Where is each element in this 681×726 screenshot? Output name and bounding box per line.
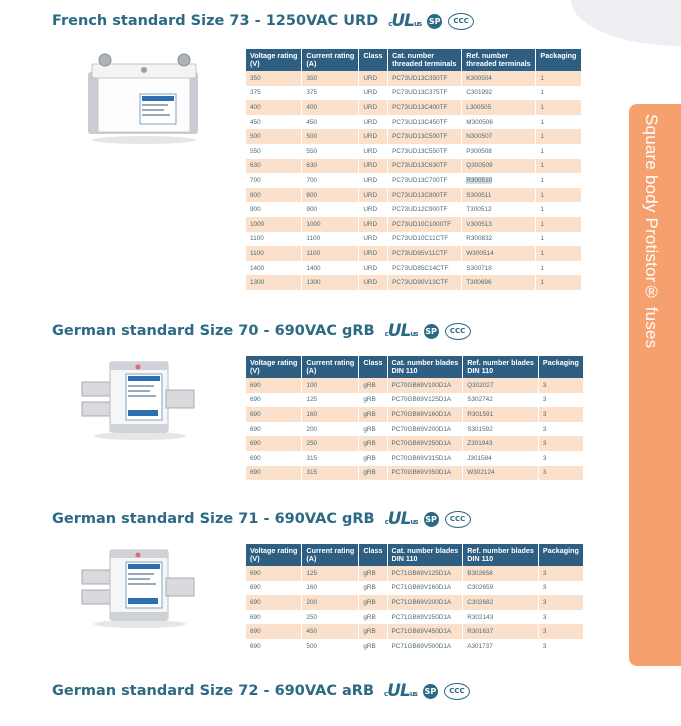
table-cell: gRB [359, 566, 387, 581]
table-cell: R300510 [462, 173, 536, 188]
table-cell: PC70GB69V315D1A [387, 451, 463, 466]
table-cell: K300504 [462, 71, 536, 86]
table-row [246, 407, 583, 422]
table-cell: gRB [359, 624, 387, 639]
table-cell: 315 [302, 466, 359, 481]
table-cell: URD [359, 129, 388, 144]
table-cell: PC73UD13C400TF [388, 100, 462, 115]
table-row [246, 188, 582, 203]
section-title-text: French standard Size 73 - 1250VAC URD [52, 13, 379, 29]
table-row [246, 451, 583, 466]
table-cell: URD [359, 86, 388, 101]
ccc-icon: CCC [445, 511, 471, 528]
table-cell: 3 [538, 422, 583, 437]
table-cell: PC73UD90V13CTF [388, 275, 462, 290]
cert-marks [385, 321, 471, 341]
table-cell: 3 [538, 639, 583, 654]
table-cell: T300512 [462, 202, 536, 217]
table-cell: 1100 [302, 232, 359, 247]
table-cell: 315 [302, 451, 359, 466]
table-cell: 250 [302, 610, 359, 625]
table-cell: C302659 [463, 581, 539, 596]
column-header: Cat. number blades DIN 110 [387, 544, 463, 566]
table-cell: 450 [246, 115, 302, 130]
table-cell: PC73UD13C350TF [388, 71, 462, 86]
table-cell: PC73UD10C11CTF [388, 232, 462, 247]
section-title-text: German standard Size 71 - 690VAC gRB [52, 511, 375, 527]
table-cell: URD [359, 71, 388, 86]
table-cell: 1 [536, 129, 582, 144]
table-cell: 690 [246, 378, 302, 393]
ul-listed-icon: cULus [384, 321, 418, 341]
table-row [246, 275, 582, 290]
table-cell: 1400 [302, 261, 359, 276]
table-row [246, 71, 582, 86]
table-cell: 350 [246, 71, 302, 86]
column-header: Ref. number threaded terminals [462, 49, 536, 71]
csa-icon: SP [424, 512, 439, 527]
table-cell: PC73UD13C450TF [388, 115, 462, 130]
table-cell: P300508 [462, 144, 536, 159]
table-cell: 500 [246, 129, 302, 144]
table-cell: 500 [302, 129, 359, 144]
csa-icon: SP [424, 324, 439, 339]
table-cell: L300505 [462, 100, 536, 115]
table-cell: S300718 [462, 261, 536, 276]
side-tab-label: Square body Protistor® fuses [642, 114, 661, 349]
table-cell: 1 [536, 71, 582, 86]
column-header: Ref. number blades DIN 110 [463, 356, 539, 378]
table-cell: B302658 [463, 566, 539, 581]
table-cell: 800 [246, 188, 302, 203]
table-cell: 1 [536, 144, 582, 159]
ccc-icon: CCC [444, 683, 470, 700]
column-header: Cat. number blades DIN 110 [387, 356, 463, 378]
spec-table-size73 [246, 49, 582, 290]
table-cell: gRB [359, 610, 387, 625]
table-cell: 160 [302, 407, 359, 422]
table-row [246, 422, 583, 437]
table-cell: S302742 [463, 393, 539, 408]
side-tab [629, 104, 681, 666]
table-cell: 1000 [246, 217, 302, 232]
table-cell: 450 [302, 624, 359, 639]
table-cell: PC73UD85C14CTF [388, 261, 462, 276]
table-cell: C302682 [463, 595, 539, 610]
table-cell: 1 [536, 202, 582, 217]
section-title-size71 [52, 509, 471, 529]
table-cell: gRB [359, 407, 387, 422]
table-cell: 1 [536, 217, 582, 232]
table-header-row [246, 49, 582, 71]
table-cell: 1 [536, 232, 582, 247]
table-cell: 700 [302, 173, 359, 188]
table-cell: 690 [246, 466, 302, 481]
table-cell: PC71GB69V125D1A [387, 566, 463, 581]
table-cell: R301637 [463, 624, 539, 639]
table-cell: 1 [536, 159, 582, 174]
table-cell: 1 [536, 261, 582, 276]
table-cell: PC71GB69V200D1A [387, 595, 463, 610]
column-header: Class [359, 49, 388, 71]
section-title-text: German standard Size 70 - 690VAC gRB [52, 323, 375, 339]
table-cell: 550 [246, 144, 302, 159]
table-cell: 700 [246, 173, 302, 188]
table-cell: 3 [538, 581, 583, 596]
table-cell: 500 [302, 639, 359, 654]
table-cell: 1400 [246, 261, 302, 276]
table-cell: 1300 [246, 275, 302, 290]
table-cell: URD [359, 188, 388, 203]
table-cell: 900 [246, 202, 302, 217]
table-cell: gRB [359, 595, 387, 610]
fuse-size73-image [80, 50, 208, 146]
table-row [246, 378, 583, 393]
table-cell: 1 [536, 188, 582, 203]
table-cell: PC73UD13C800TF [388, 188, 462, 203]
table-cell: 690 [246, 610, 302, 625]
column-header: Class [359, 356, 387, 378]
ccc-icon: CCC [445, 323, 471, 340]
table-row [246, 144, 582, 159]
table-cell: PC70GB69V100D1A [387, 378, 463, 393]
table-cell: PC73UD13C700TF [388, 173, 462, 188]
table-cell: gRB [359, 581, 387, 596]
table-cell: W302124 [463, 466, 539, 481]
table-cell: URD [359, 173, 388, 188]
table-cell: 3 [538, 610, 583, 625]
table-cell: PC71GB69V250D1A [387, 610, 463, 625]
table-row [246, 624, 583, 639]
spec-table-size71 [246, 544, 584, 654]
column-header: Packaging [538, 356, 583, 378]
table-cell: 375 [246, 86, 302, 101]
table-row [246, 566, 583, 581]
table-cell: R301591 [463, 407, 539, 422]
table-cell: 200 [302, 595, 359, 610]
table-row [246, 581, 583, 596]
table-cell: gRB [359, 639, 387, 654]
table-cell: PC73UD12C900TF [388, 202, 462, 217]
ccc-icon: CCC [448, 13, 474, 30]
cert-marks [384, 681, 470, 701]
table-cell: gRB [359, 393, 387, 408]
table-cell: 800 [302, 188, 359, 203]
table-cell: 3 [538, 436, 583, 451]
table-cell: 630 [246, 159, 302, 174]
table-cell: 1 [536, 275, 582, 290]
table-row [246, 639, 583, 654]
table-cell: 1 [536, 173, 582, 188]
table-cell: C301992 [462, 86, 536, 101]
column-header: Voltage rating (V) [246, 356, 302, 378]
table-cell: PC73UD10C1000TF [388, 217, 462, 232]
table-cell: 690 [246, 407, 302, 422]
table-cell: 3 [538, 566, 583, 581]
table-cell: 1100 [246, 246, 302, 261]
ul-listed-icon: cULus [384, 509, 418, 529]
table-cell: 400 [246, 100, 302, 115]
table-cell: PC73UD13C550TF [388, 144, 462, 159]
table-cell: N300507 [462, 129, 536, 144]
table-cell: 1 [536, 115, 582, 130]
column-header: Ref. number blades DIN 110 [463, 544, 539, 566]
table-cell: 3 [538, 393, 583, 408]
table-row [246, 173, 582, 188]
table-row [246, 115, 582, 130]
table-cell: URD [359, 261, 388, 276]
table-cell: T300696 [462, 275, 536, 290]
table-row [246, 100, 582, 115]
table-cell: PC73UD13C500TF [388, 129, 462, 144]
table-row [246, 129, 582, 144]
table-header-row [246, 544, 583, 566]
table-cell: 690 [246, 639, 302, 654]
table-cell: 125 [302, 393, 359, 408]
table-row [246, 159, 582, 174]
corner-decoration [571, 0, 681, 46]
cert-marks [388, 11, 474, 31]
section-title-size72 [52, 681, 470, 701]
column-header: Packaging [538, 544, 583, 566]
spec-table-size70 [246, 356, 584, 480]
table-row [246, 393, 583, 408]
table-cell: 1 [536, 86, 582, 101]
cert-marks [385, 509, 471, 529]
table-cell: 690 [246, 451, 302, 466]
table-row [246, 261, 582, 276]
column-header: Class [359, 544, 387, 566]
table-cell: 1100 [246, 232, 302, 247]
table-cell: PC71GB69V450D1A [387, 624, 463, 639]
table-cell: URD [359, 159, 388, 174]
table-cell: PC70GB69V200D1A [387, 422, 463, 437]
table-cell: PC71GB69V160D1A [387, 581, 463, 596]
table-cell: Q302027 [463, 378, 539, 393]
table-cell: 3 [538, 407, 583, 422]
table-row [246, 232, 582, 247]
section-title-text: German standard Size 72 - 690VAC aRB [52, 683, 375, 699]
csa-icon: SP [423, 684, 438, 699]
table-row [246, 246, 582, 261]
table-row [246, 202, 582, 217]
table-cell: gRB [359, 466, 387, 481]
table-cell: R302143 [463, 610, 539, 625]
table-cell: gRB [359, 422, 387, 437]
column-header: Voltage rating (V) [246, 49, 302, 71]
column-header: Current rating (A) [302, 544, 359, 566]
table-cell: J301584 [463, 451, 539, 466]
table-cell: 630 [302, 159, 359, 174]
table-cell: 160 [302, 581, 359, 596]
ul-listed-icon: cULus [388, 11, 422, 31]
table-cell: 690 [246, 581, 302, 596]
column-header: Packaging [536, 49, 582, 71]
table-cell: V300513 [462, 217, 536, 232]
table-cell: 3 [538, 466, 583, 481]
table-cell: R300832 [462, 232, 536, 247]
table-cell: URD [359, 115, 388, 130]
table-cell: M300506 [462, 115, 536, 130]
table-cell: 250 [302, 436, 359, 451]
table-cell: PC70GB69V250D1A [387, 436, 463, 451]
table-cell: 1 [536, 246, 582, 261]
table-cell: 1100 [302, 246, 359, 261]
table-row [246, 466, 583, 481]
table-cell: 450 [302, 115, 359, 130]
table-cell: 1300 [302, 275, 359, 290]
table-cell: 3 [538, 595, 583, 610]
table-cell: 690 [246, 624, 302, 639]
table-row [246, 436, 583, 451]
table-cell: gRB [359, 436, 387, 451]
table-cell: 200 [302, 422, 359, 437]
table-cell: 3 [538, 378, 583, 393]
table-row [246, 595, 583, 610]
table-cell: 375 [302, 86, 359, 101]
table-cell: 3 [538, 451, 583, 466]
column-header: Cat. number threaded terminals [388, 49, 462, 71]
table-cell: Q300509 [462, 159, 536, 174]
section-title-size73 [52, 11, 474, 31]
table-cell: URD [359, 217, 388, 232]
table-cell: 3 [538, 624, 583, 639]
table-cell: S300511 [462, 188, 536, 203]
table-row [246, 610, 583, 625]
table-cell: S301592 [463, 422, 539, 437]
table-cell: URD [359, 202, 388, 217]
table-cell: PC71GB69V500D1A [387, 639, 463, 654]
table-cell: 690 [246, 566, 302, 581]
table-cell: 900 [302, 202, 359, 217]
fuse-size71-image [80, 540, 198, 630]
table-cell: URD [359, 246, 388, 261]
table-cell: gRB [359, 451, 387, 466]
table-cell: PC73UD13C375TF [388, 86, 462, 101]
table-row [246, 217, 582, 232]
table-cell: 1000 [302, 217, 359, 232]
column-header: Current rating (A) [302, 356, 359, 378]
section-title-size70 [52, 321, 471, 341]
table-cell: URD [359, 275, 388, 290]
table-cell: PC73UD13C630TF [388, 159, 462, 174]
table-cell: 550 [302, 144, 359, 159]
table-cell: PC70GB69V350D1A [387, 466, 463, 481]
table-cell: 690 [246, 422, 302, 437]
table-cell: PC70GB69V125D1A [387, 393, 463, 408]
table-cell: W300514 [462, 246, 536, 261]
table-cell: 690 [246, 393, 302, 408]
table-cell: URD [359, 100, 388, 115]
table-cell: 1 [536, 100, 582, 115]
table-cell: 690 [246, 595, 302, 610]
csa-icon: SP [427, 14, 442, 29]
table-cell: PC70GB69V160D1A [387, 407, 463, 422]
table-cell: 350 [302, 71, 359, 86]
table-cell: 100 [302, 378, 359, 393]
table-cell: 690 [246, 436, 302, 451]
column-header: Current rating (A) [302, 49, 359, 71]
ul-listed-icon: cULus [384, 681, 417, 701]
table-cell: 125 [302, 566, 359, 581]
table-cell: A301737 [463, 639, 539, 654]
table-cell: 400 [302, 100, 359, 115]
table-cell: Z301943 [463, 436, 539, 451]
table-cell: PC73UD95V11CTF [388, 246, 462, 261]
table-row [246, 86, 582, 101]
fuse-size70-image [80, 352, 198, 442]
column-header: Voltage rating (V) [246, 544, 302, 566]
table-cell: URD [359, 144, 388, 159]
table-header-row [246, 356, 583, 378]
table-cell: gRB [359, 378, 387, 393]
table-cell: URD [359, 232, 388, 247]
